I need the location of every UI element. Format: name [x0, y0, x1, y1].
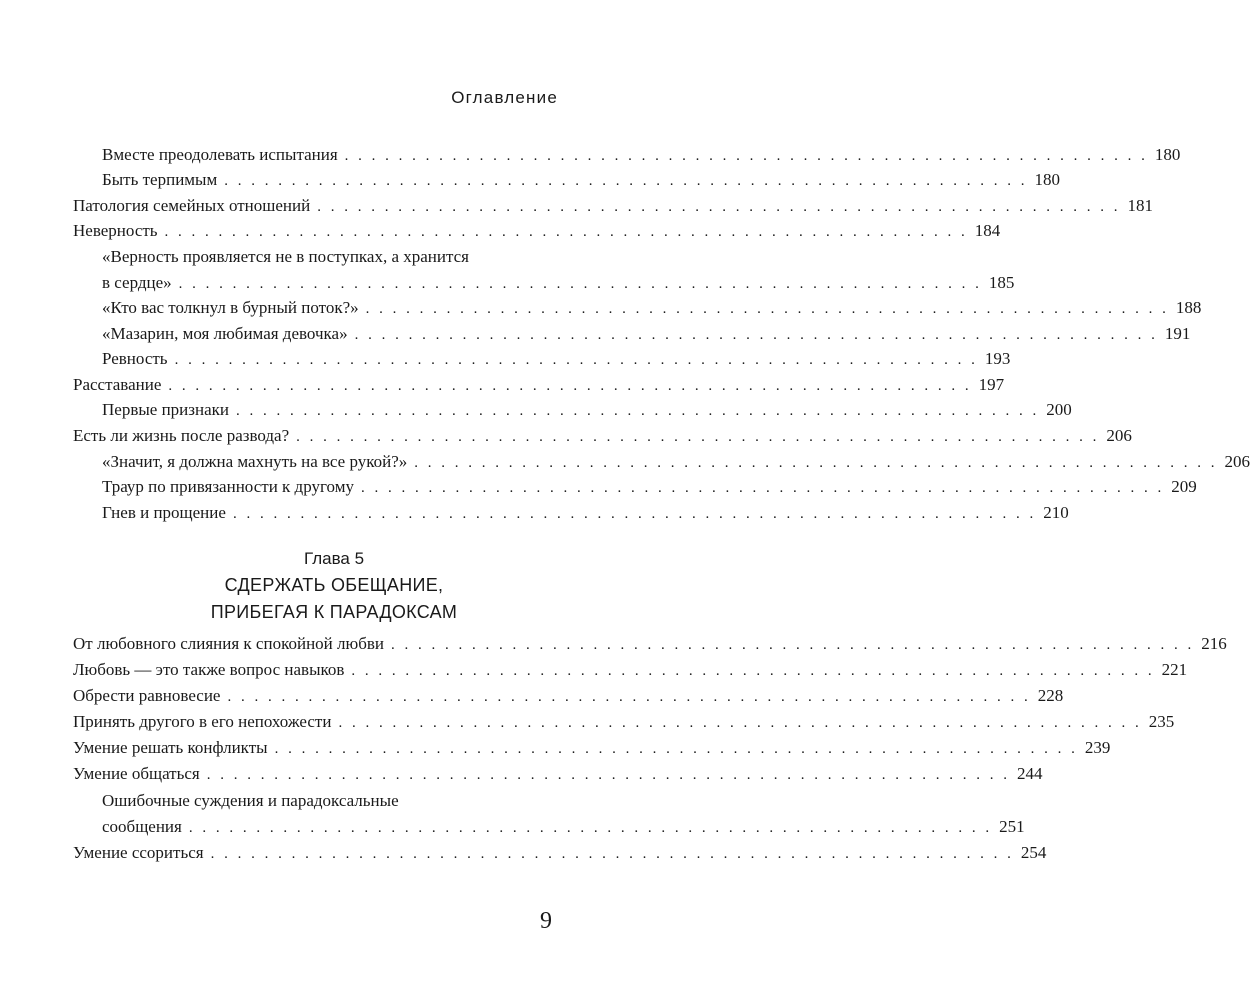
- toc-entry-page: 191: [1164, 324, 1191, 343]
- dot-leader: . . . . . . . . . . . . . . . . . . . . . . . . . . . . . . . . . . . . . . . . . . . . . . . . . . . . . . . . . . . .: [235, 403, 1040, 419]
- toc-entry-page: 193: [984, 349, 1011, 368]
- toc-entry-title: Умение ссориться: [73, 843, 204, 862]
- toc-entry-page: 228: [1037, 686, 1064, 705]
- running-header: Оглавление: [451, 88, 558, 107]
- toc-entry-page: 239: [1084, 738, 1111, 757]
- toc-entry: [102, 347, 1011, 371]
- toc-entry-page: 206: [1224, 452, 1250, 471]
- toc-entry-page: 188: [1175, 298, 1202, 317]
- toc-entry-title: От любовного слияния к спокойной любви: [73, 634, 384, 653]
- dot-leader: . . . . . . . . . . . . . . . . . . . . . . . . . . . . . . . . . . . . . . . . . . . . . . . . . . . . . . . . . . . .: [210, 846, 1014, 862]
- toc-entry-title: Быть терпимым: [102, 170, 218, 189]
- toc-entry-title: сообщения: [102, 817, 182, 836]
- dot-leader: . . . . . . . . . . . . . . . . . . . . . . . . . . . . . . . . . . . . . . . . . . . . . . . . . . . . . . . . . . . .: [224, 173, 1028, 189]
- dot-leader: . . . . . . . . . . . . . . . . . . . . . . . . . . . . . . . . . . . . . . . . . . . . . . . . . . . . . . . . . . . .: [360, 480, 1165, 496]
- toc-entry-title: Ревность: [102, 349, 168, 368]
- toc-entry: [73, 710, 1175, 734]
- dot-leader: . . . . . . . . . . . . . . . . . . . . . . . . . . . . . . . . . . . . . . . . . . . . . . . . . . . . . . . . . . . .: [178, 276, 982, 292]
- toc-entry: [102, 475, 1197, 499]
- dot-leader: . . . . . . . . . . . . . . . . . . . . . . . . . . . . . . . . . . . . . . . . . . . . . . . . . . . . . . . . . . . .: [206, 767, 1010, 783]
- dot-leader: . . . . . . . . . . . . . . . . . . . . . . . . . . . . . . . . . . . . . . . . . . . . . . . . . . . . . . . . . . . .: [390, 637, 1195, 653]
- toc-entry: [73, 373, 1005, 397]
- toc-entry: [73, 736, 1111, 760]
- toc-entry-page: 251: [999, 817, 1025, 836]
- toc-entry-title: Обрести равновесие: [73, 686, 221, 705]
- dot-leader: . . . . . . . . . . . . . . . . . . . . . . . . . . . . . . . . . . . . . . . . . . . . . . . . . . . . . . . . . . . .: [188, 820, 993, 836]
- toc-entry-title: Расставание: [73, 375, 162, 394]
- toc-entry-page: 206: [1106, 426, 1132, 445]
- dot-leader: . . . . . . . . . . . . . . . . . . . . . . . . . . . . . . . . . . . . . . . . . . . . . . . . . . . . . . . . . . . .: [232, 506, 1037, 522]
- dot-leader: . . . . . . . . . . . . . . . . . . . . . . . . . . . . . . . . . . . . . . . . . . . . . . . . . . . . . . . . . . . .: [296, 429, 1100, 445]
- toc-entry: [73, 841, 1047, 865]
- toc-entry-title: Первые признаки: [102, 400, 229, 419]
- toc-entry-page: 221: [1161, 660, 1188, 679]
- dot-leader: . . . . . . . . . . . . . . . . . . . . . . . . . . . . . . . . . . . . . . . . . . . . . . . . . . . . . . . . . . . .: [164, 224, 968, 240]
- toc-entry-page: 185: [988, 273, 1015, 292]
- chapter-label: Глава 5: [303, 549, 365, 568]
- dot-leader: . . . . . . . . . . . . . . . . . . . . . . . . . . . . . . . . . . . . . . . . . . . . . . . . . . . . . . . . . . . .: [354, 327, 1158, 343]
- toc-entry: [102, 398, 1072, 422]
- dot-leader: . . . . . . . . . . . . . . . . . . . . . . . . . . . . . . . . . . . . . . . . . . . . . . . . . . . . . . . . . . . .: [365, 301, 1169, 317]
- toc-entry: [73, 684, 1064, 708]
- toc-entry: [73, 219, 1001, 243]
- chapter-title-line-2: ПРИБЕГАЯ К ПАРАДОКСАМ: [210, 602, 458, 622]
- toc-entry-page: 254: [1020, 843, 1047, 862]
- toc-entry-title: Неверность: [73, 221, 158, 240]
- toc-entry: [73, 762, 1043, 786]
- toc-entry-page: 181: [1127, 196, 1153, 215]
- dot-leader: . . . . . . . . . . . . . . . . . . . . . . . . . . . . . . . . . . . . . . . . . . . . . . . . . . . . . . . . . . . .: [414, 455, 1218, 471]
- toc-entry: [73, 194, 1153, 218]
- toc-entry: [102, 450, 1250, 474]
- toc-entry-title: «Кто вас толкнул в бурный поток?»: [102, 298, 359, 317]
- dot-leader: . . . . . . . . . . . . . . . . . . . . . . . . . . . . . . . . . . . . . . . . . . . . . . . . . . . . . . . . . . . .: [317, 199, 1121, 215]
- toc-entry-title: Принять другого в его непохожести: [73, 712, 332, 731]
- toc-entry-title: Умение общаться: [73, 764, 200, 783]
- dot-leader: . . . . . . . . . . . . . . . . . . . . . . . . . . . . . . . . . . . . . . . . . . . . . . . . . . . . . . . . . . . .: [227, 689, 1031, 705]
- toc-entry-title: «Значит, я должна махнуть на все рукой?»: [102, 452, 408, 471]
- toc-entry-title: Есть ли жизнь после развода?: [73, 426, 290, 445]
- toc-entry-title: Умение решать конфликты: [73, 738, 268, 757]
- toc-entry-title: «Мазарин, моя любимая девочка»: [102, 324, 348, 343]
- dot-leader: . . . . . . . . . . . . . . . . . . . . . . . . . . . . . . . . . . . . . . . . . . . . . . . . . . . . . . . . . . . .: [168, 378, 972, 394]
- toc-entry: [102, 168, 1060, 192]
- toc-entry-page: 235: [1148, 712, 1175, 731]
- toc-entry: [73, 632, 1227, 656]
- page-number: 9: [540, 908, 552, 934]
- dot-leader: . . . . . . . . . . . . . . . . . . . . . . . . . . . . . . . . . . . . . . . . . . . . . . . . . . . . . . . . . . . .: [344, 148, 1148, 164]
- toc-entry-page: 180: [1034, 170, 1060, 189]
- toc-entry-page: 180: [1154, 145, 1181, 164]
- dot-leader: . . . . . . . . . . . . . . . . . . . . . . . . . . . . . . . . . . . . . . . . . . . . . . . . . . . . . . . . . . . .: [351, 663, 1155, 679]
- toc-entry: [102, 143, 1181, 167]
- chapter-title-line-1: СДЕРЖАТЬ ОБЕЩАНИЕ,: [224, 575, 444, 595]
- toc-entry: [102, 322, 1191, 346]
- toc-entry-title: Траур по привязанности к другому: [102, 477, 354, 496]
- toc-entry: [102, 296, 1202, 320]
- toc-entry-page: 210: [1043, 503, 1069, 522]
- toc-entry-title: Вместе преодолевать испытания: [102, 145, 338, 164]
- dot-leader: . . . . . . . . . . . . . . . . . . . . . . . . . . . . . . . . . . . . . . . . . . . . . . . . . . . . . . . . . . . .: [338, 715, 1142, 731]
- toc-entry: [73, 424, 1132, 448]
- toc-entry: [102, 815, 1025, 839]
- toc-entry: [102, 501, 1069, 525]
- toc-entry-page: 209: [1171, 477, 1197, 496]
- toc-entry-title-line-1: Ошибочные суждения и парадоксальные: [102, 791, 399, 810]
- toc-entry-title: в сердце»: [102, 273, 172, 292]
- toc-entry-page: 216: [1201, 634, 1227, 653]
- dot-leader: . . . . . . . . . . . . . . . . . . . . . . . . . . . . . . . . . . . . . . . . . . . . . . . . . . . . . . . . . . . .: [174, 352, 978, 368]
- dot-leader: . . . . . . . . . . . . . . . . . . . . . . . . . . . . . . . . . . . . . . . . . . . . . . . . . . . . . . . . . . . .: [274, 741, 1078, 757]
- toc-entry-title: Любовь — это также вопрос навыков: [73, 660, 345, 679]
- toc-entry: [102, 271, 1015, 295]
- toc-entry-title-line-1: «Верность проявляется не в поступках, а хранится: [102, 247, 470, 266]
- toc-entry-title: Гнев и прощение: [102, 503, 226, 522]
- toc-entry-page: 197: [978, 375, 1005, 394]
- toc-entry-page: 200: [1046, 400, 1072, 419]
- toc-entry-title: Патология семейных отношений: [73, 196, 311, 215]
- toc-entry: [73, 658, 1188, 682]
- toc-entry-page: 184: [974, 221, 1001, 240]
- toc-entry-page: 244: [1016, 764, 1043, 783]
